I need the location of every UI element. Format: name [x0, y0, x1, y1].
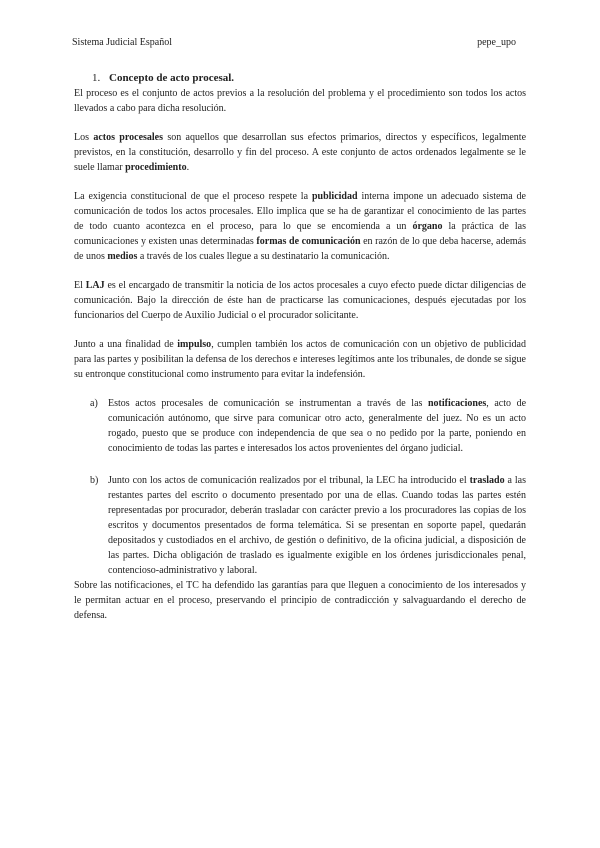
list-marker: a) [90, 398, 98, 409]
text-run: interna impone un adecuado sistema de comunicación de todos los actos procesales. Ello implica que se ha de garantizar el conocimiento de las partes de todo cuanto acontezca en el proceso, para lo que se encomienda a un [74, 191, 526, 232]
paragraph-actos-procesales [74, 130, 526, 175]
text-run: La exigencia constitucional de que el proceso respete la [74, 191, 312, 202]
list-item [74, 396, 526, 456]
text-run: a las restantes partes del escrito o documento presentado por una de ellas. Cuando todas las partes estén representadas por procurador, deberán trasladar con carácter previo a los procuradores las copias de los escritos y documentos presentados de forma telemática. Si se presentan en soporte papel, quedarán depositados y custodiados en el archivo, de gestión o definitivo, de la oficina judicial, a disposición de las partes. Dicha obligación de traslado es igualmente exigible en los órdenes jurisdiccionales penal, contencioso-administrativo y laboral. [108, 475, 526, 576]
bold-term: procedimiento [125, 162, 187, 173]
text-run: Junto a una finalidad de [74, 339, 178, 350]
text-run: Los [74, 132, 94, 143]
paragraph-impulso [74, 337, 526, 382]
text-run: la práctica de las comunicaciones y existen unas determinadas [74, 221, 526, 247]
lettered-list [74, 396, 526, 578]
document-body [74, 72, 526, 623]
paragraph-proceso: El proceso es el conjunto de actos previos a la resolución del problema y el procedimiento son todos los actos llevados a cabo para dicha resolución. [74, 88, 526, 114]
section-number: 1. [92, 72, 101, 84]
paragraph-notificaciones-tc: Sobre las notificaciones, el TC ha defendido las garantías para que lleguen a conocimiento de los interesados y le permitan actuar en el proceso, preservando el principio de contradicción y salvaguardando el derecho de defensa. [74, 580, 526, 621]
text-run: son aquellos que desarrollan sus efectos primarios, directos y específicos, legalmente previstos, en la constitución, desarrollo y fin del proceso. A este conjunto de actos ordenados legalmente se le suele llamar [74, 132, 527, 173]
bold-term: impulso [177, 339, 212, 350]
bold-term: formas de comunicación [256, 236, 361, 247]
text-run: . [186, 162, 190, 173]
bold-term: medios [107, 251, 138, 262]
text-run: es el encargado de transmitir la noticia de los actos procesales a cuyo efecto puede dictar diligencias de comunicación. Bajo la dirección de éste han de practicarse las comunicaciones, después ejecutadas por los funcionarios del Cuerpo de Auxilio Judicial o el procurador solicitante. [74, 280, 526, 321]
bold-term: LAJ [85, 280, 105, 291]
bold-term: traslado [469, 475, 505, 486]
bold-term: órgano [412, 221, 443, 232]
text-run: en razón de lo que deba hacerse, además de unos [74, 236, 526, 262]
text-run: , acto de comunicación autónomo, que sirve para comunicar otro acto, generalmente del juez. No es un acto rogado, puesto que se produce con independencia de que sea o no pedido por la parte, poniendo en conocimiento de todas las partes e interesados los actos provenientes del órgano judicial. [108, 398, 527, 454]
list-item-text [108, 473, 526, 578]
text-run: a través de los cuales llegue a su destinatario la comunicación. [137, 251, 390, 262]
text-run: Estos actos procesales de comunicación se instrumentan a través de las [108, 398, 428, 409]
section-title: Concepto de acto procesal. [109, 72, 235, 84]
paragraph-laj [74, 278, 526, 323]
header-author: pepe_upo [477, 37, 516, 48]
section-heading [92, 72, 526, 84]
text-run: Junto con los actos de comunicación realizados por el tribunal, la LEC ha introducido el [108, 475, 470, 486]
paragraph-publicidad [74, 189, 526, 264]
list-item-text [108, 396, 526, 456]
text-run: El [74, 280, 86, 291]
bold-term: publicidad [311, 191, 358, 202]
list-item [74, 473, 526, 578]
bold-term: notificaciones [427, 398, 487, 409]
list-marker: b) [90, 475, 99, 486]
header-title: Sistema Judicial Español [72, 37, 172, 48]
text-run: , cumplen también los actos de comunicación con un objetivo de publicidad para las partes y posibilitan la defensa de los derechos e intereses legítimos ante los tribunales, de donde se sigue su entronque constitucional como instrumento para evitar la indefensión. [74, 339, 526, 380]
bold-term: actos procesales [93, 132, 164, 143]
